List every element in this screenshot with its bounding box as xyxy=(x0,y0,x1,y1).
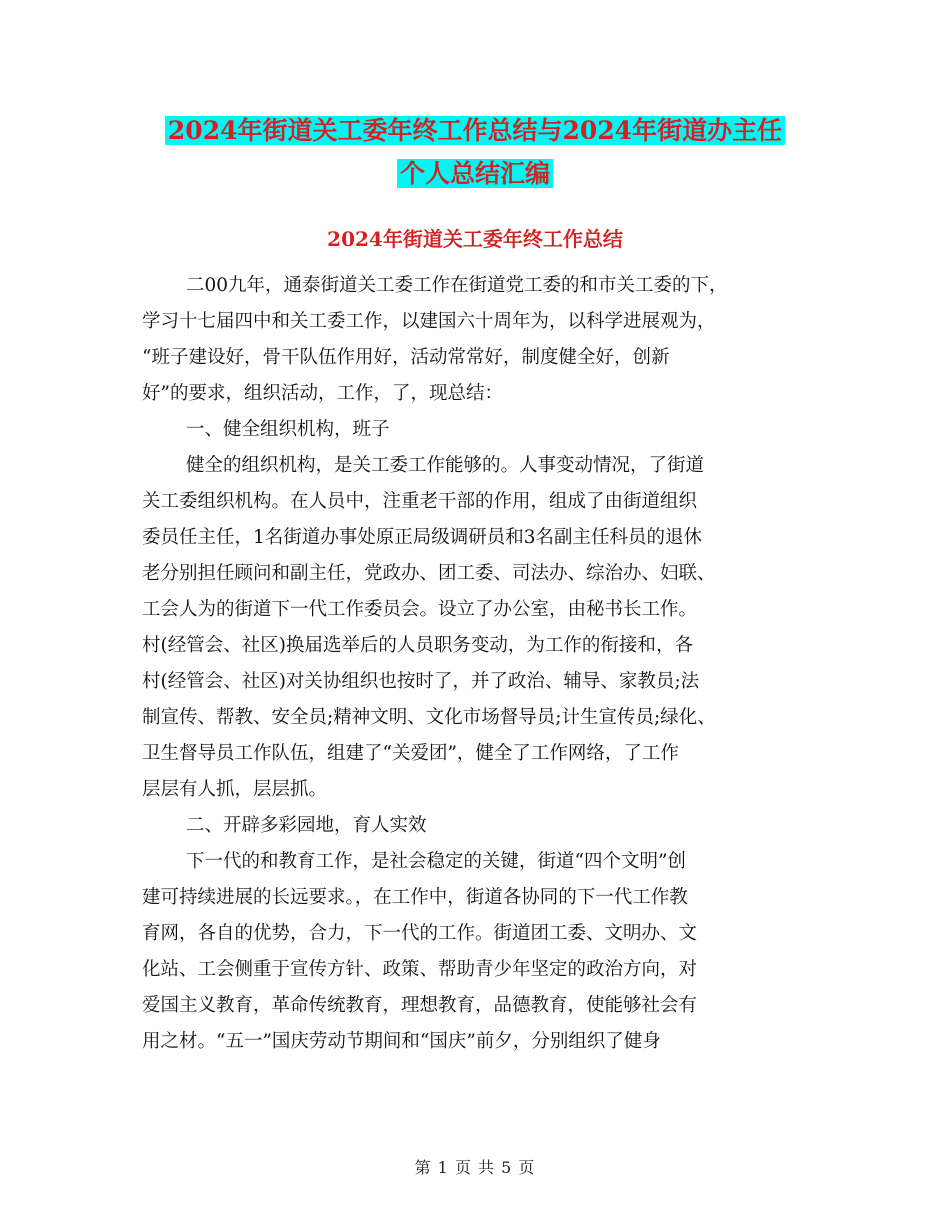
text-line: 育网，各自的优势，合力，下一代的工作。街道团工委、文明办、文 xyxy=(142,923,698,944)
text-line: 老分别担任顾问和副主任，党政办、团工委、司法办、综治办、妇联、 xyxy=(142,563,716,584)
text-line: 关工委组织机构。在人员中，注重老干部的作用，组成了由街道组织 xyxy=(142,491,698,512)
text-line: 建可持续进展的长远要求。，在工作中，街道各协同的下一代工作教 xyxy=(142,887,688,908)
text-line: 用之材。“五一”国庆劳动节期间和“国庆”前夕，分别组织了健身 xyxy=(142,1031,661,1052)
section-heading: 二、开辟多彩园地，育人实效 xyxy=(186,815,427,836)
text-line: 好”的要求，组织活动，工作，了，现总结： xyxy=(142,383,503,404)
body-text xyxy=(142,268,822,1060)
text-line: 健全的组织机构，是关工委工作能够的。人事变动情况，了街道 xyxy=(186,455,705,476)
document-title-text-2: 个人总结汇编 xyxy=(397,159,553,188)
page-footer: 第 1 页 共 5 页 xyxy=(414,1158,536,1177)
text-line: 下一代的和教育工作，是社会稳定的关键，街道“四个文明”创 xyxy=(186,851,686,872)
text-line: 委员任主任，1名街道办事处原正局级调研员和3名副主任科员的退休 xyxy=(142,527,703,548)
text-line: 层层有人抓，层层抓。 xyxy=(142,779,328,800)
text-line: 化站、工会侧重于宣传方针、政策、帮助青少年坚定的政治方向，对 xyxy=(142,959,698,980)
text-line: 制宣传、帮教、安全员;精神文明、文化市场督导员;计生宣传员;绿化、 xyxy=(142,707,716,728)
text-line: 学习十七届四中和关工委工作，以建国六十周年为，以科学进展观为， xyxy=(142,311,716,332)
text-line: 卫生督导员工作队伍，组建了“关爱团”，健全了工作网络，了工作 xyxy=(142,743,679,764)
section-heading: 一、健全组织机构，班子 xyxy=(186,419,390,440)
text-line: 工会人为的街道下一代工作委员会。设立了办公室，由秘书长工作。 xyxy=(142,599,698,620)
text-line: 二00九年，通泰街道关工委工作在街道党工委的和市关工委的下， xyxy=(186,275,728,296)
text-line: “班子建设好，骨干队伍作用好，活动常常好，制度健全好，创新 xyxy=(142,347,670,368)
document-title-line-1 xyxy=(0,114,950,148)
document-title-text-1: 2024年街道关工委年终工作总结与2024年街道办主任 xyxy=(165,116,785,145)
text-line: 村(经管会、社区)对关协组织也按时了，并了政治、辅导、家教员;法 xyxy=(142,671,700,692)
text-line: 爱国主义教育，革命传统教育，理想教育，品德教育，使能够社会有 xyxy=(142,995,698,1016)
text-line: 村(经管会、社区)换届选举后的人员职务变动，为工作的衔接和，各 xyxy=(142,635,693,656)
section-title: 2024年街道关工委年终工作总结 xyxy=(327,227,623,251)
document-title-line-2 xyxy=(0,157,950,191)
